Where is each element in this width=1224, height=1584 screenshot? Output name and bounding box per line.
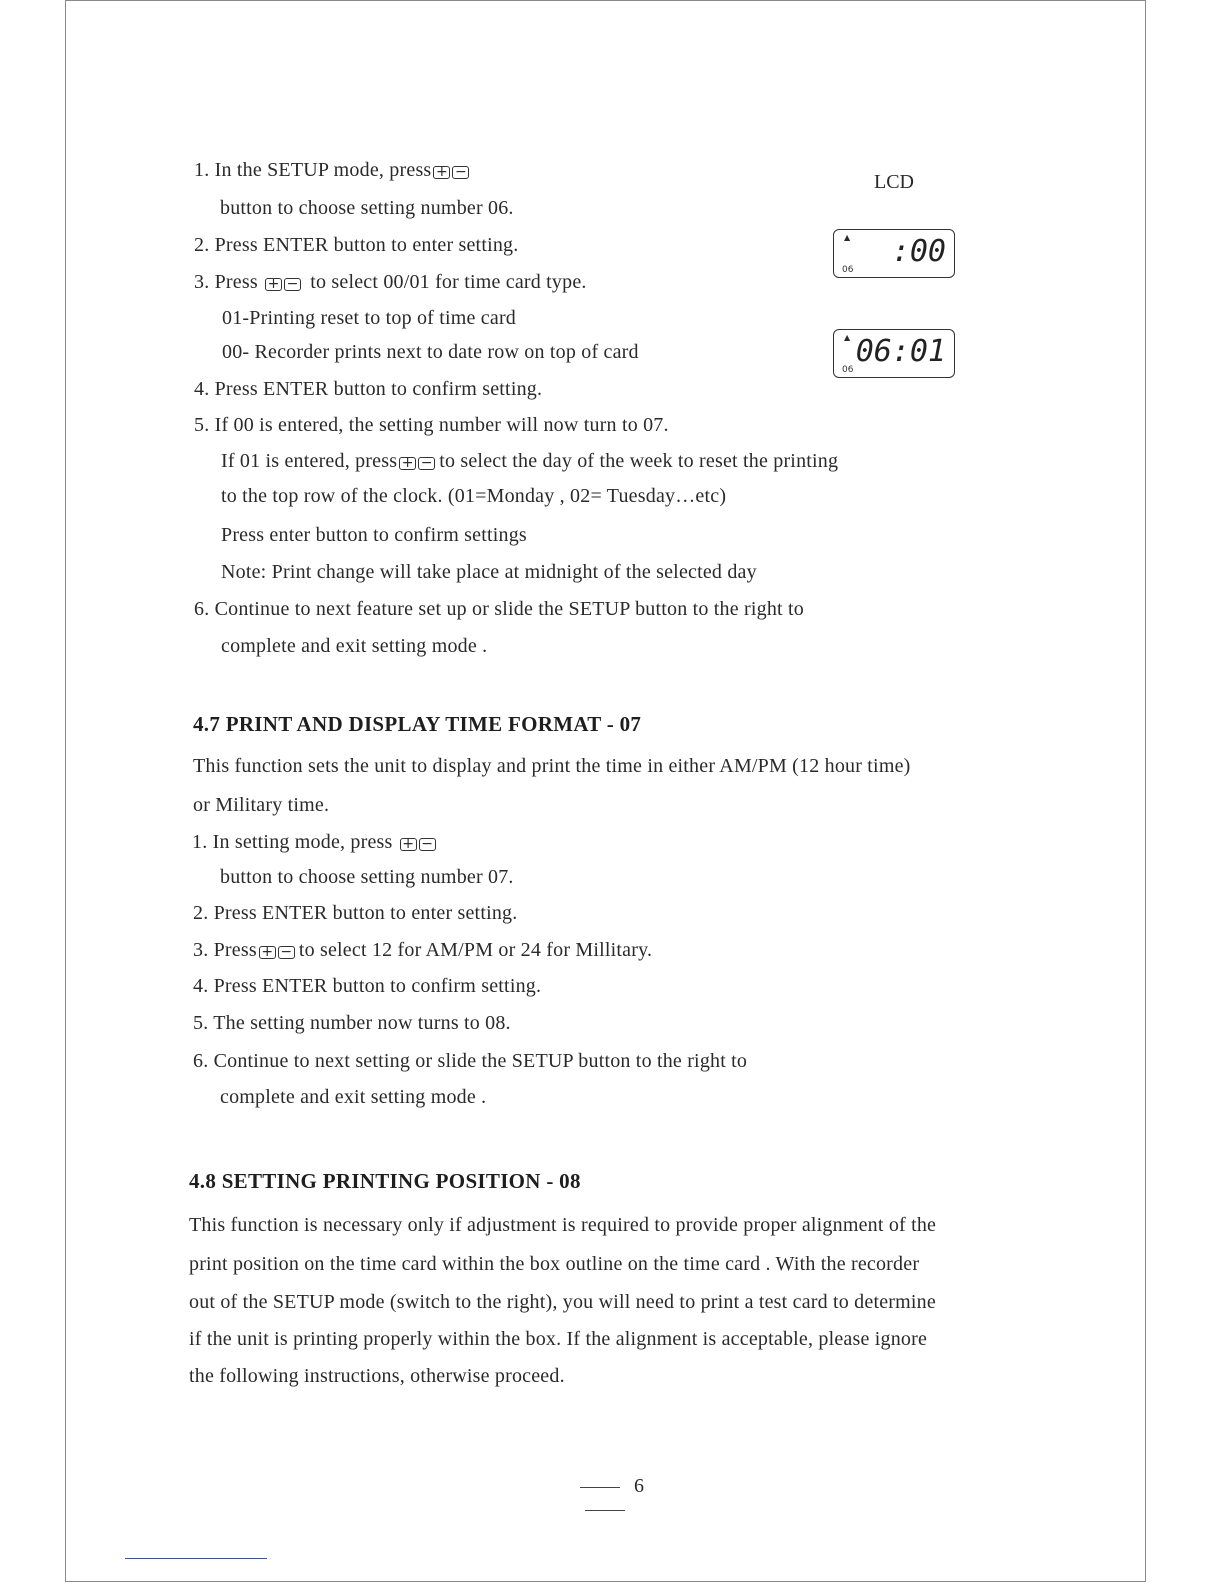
s08-para-line5: the following instructions, otherwise proceed. bbox=[189, 1365, 565, 1387]
s07-step5: 5. The setting number now turns to 08. bbox=[193, 1012, 511, 1034]
s07-step3a: 3. Press bbox=[193, 939, 257, 961]
s07-step3-line bbox=[193, 939, 652, 965]
lcd-setting-number: 06 bbox=[842, 265, 854, 275]
footer-dash-left bbox=[580, 1487, 620, 1488]
plus-minus-keys-icon: + − bbox=[265, 274, 303, 297]
s07-step3b: to select 12 for AM/PM or 24 for Millitary. bbox=[298, 939, 653, 961]
plus-minus-keys-icon: + − bbox=[259, 942, 297, 965]
lcd-label: LCD bbox=[874, 171, 914, 193]
s06-step6a: 6. Continue to next feature set up or slide the SETUP button to the right to bbox=[194, 598, 804, 620]
s06-step5d: to the top row of the clock. (01=Monday , 02= Tuesday…etc) bbox=[221, 485, 727, 507]
s07-step2: 2. Press ENTER button to enter setting. bbox=[193, 902, 518, 924]
s07-intro1: This function sets the unit to display and print the time in either AM/PM (12 hour time) bbox=[193, 755, 911, 777]
section-07-heading: 4.7 PRINT AND DISPLAY TIME FORMAT - 07 bbox=[193, 712, 642, 736]
plus-minus-keys-icon: + − bbox=[433, 162, 471, 185]
s07-step1b: button to choose setting number 07. bbox=[220, 866, 514, 888]
s07-step1a: 1. In setting mode, press bbox=[192, 831, 393, 853]
lcd-indicator: ▲ bbox=[844, 333, 851, 342]
page-footer bbox=[540, 1475, 670, 1521]
s06-step5b: If 01 is entered, press bbox=[221, 450, 398, 472]
s08-para-line3: out of the SETUP mode (switch to the right), you will need to print a test card to determine bbox=[189, 1291, 936, 1313]
s08-para-line2: print position on the time card within the box outline on the time card . With the recorder bbox=[189, 1253, 920, 1275]
s06-step5f: Note: Print change will take place at midnight of the selected day bbox=[221, 561, 757, 583]
lcd-display-2 bbox=[833, 329, 955, 378]
s07-step4: 4. Press ENTER button to confirm setting. bbox=[193, 975, 542, 997]
section-08-heading: 4.8 SETTING PRINTING POSITION - 08 bbox=[189, 1169, 581, 1193]
s08-para-line1: This function is necessary only if adjustment is required to provide proper alignment of the bbox=[189, 1214, 937, 1236]
s06-step5b-line bbox=[221, 450, 838, 476]
s06-step3b: to select 00/01 for time card type. bbox=[310, 271, 587, 293]
s06-step1a: 1. In the SETUP mode, press bbox=[194, 159, 432, 181]
lcd-setting-number: 06 bbox=[842, 365, 854, 375]
s06-step5e: Press enter button to confirm settings bbox=[221, 524, 527, 546]
s06-step2: 2. Press ENTER button to enter setting. bbox=[194, 234, 519, 256]
s08-para-line4: if the unit is printing properly within the box. If the alignment is acceptable, please ignore bbox=[189, 1328, 928, 1350]
s06-step3d: 00- Recorder prints next to date row on top of card bbox=[222, 341, 639, 363]
plus-minus-keys-icon: + − bbox=[399, 453, 437, 476]
s06-step5a: 5. If 00 is entered, the setting number will now turn to 07. bbox=[194, 414, 669, 436]
lcd-display-1 bbox=[833, 229, 955, 278]
s06-step5c: to select the day of the week to reset the printing bbox=[439, 450, 839, 472]
s07-step6a: 6. Continue to next setting or slide the SETUP button to the right to bbox=[193, 1050, 748, 1072]
page-number: 6 bbox=[634, 1475, 644, 1497]
s06-step1-line bbox=[194, 159, 473, 185]
s07-step1-line bbox=[192, 831, 440, 857]
s07-step6b: complete and exit setting mode . bbox=[220, 1086, 487, 1108]
footer-dash-right bbox=[585, 1510, 625, 1511]
s06-step3a: 3. Press bbox=[194, 271, 258, 293]
bottom-link-underline[interactable] bbox=[125, 1558, 267, 1559]
s06-step3-line bbox=[194, 271, 587, 297]
s07-intro2: or Military time. bbox=[193, 794, 330, 816]
s06-step4: 4. Press ENTER button to confirm setting. bbox=[194, 378, 543, 400]
lcd-indicator: ▲ bbox=[844, 233, 851, 242]
s06-step6b: complete and exit setting mode . bbox=[221, 635, 488, 657]
s06-step1b: button to choose setting number 06. bbox=[220, 197, 514, 219]
lcd-digits: :00 bbox=[891, 234, 946, 269]
plus-minus-keys-icon: + − bbox=[400, 834, 438, 857]
lcd-digits: 06:01 bbox=[855, 334, 946, 369]
s06-step3c: 01-Printing reset to top of time card bbox=[222, 307, 517, 329]
